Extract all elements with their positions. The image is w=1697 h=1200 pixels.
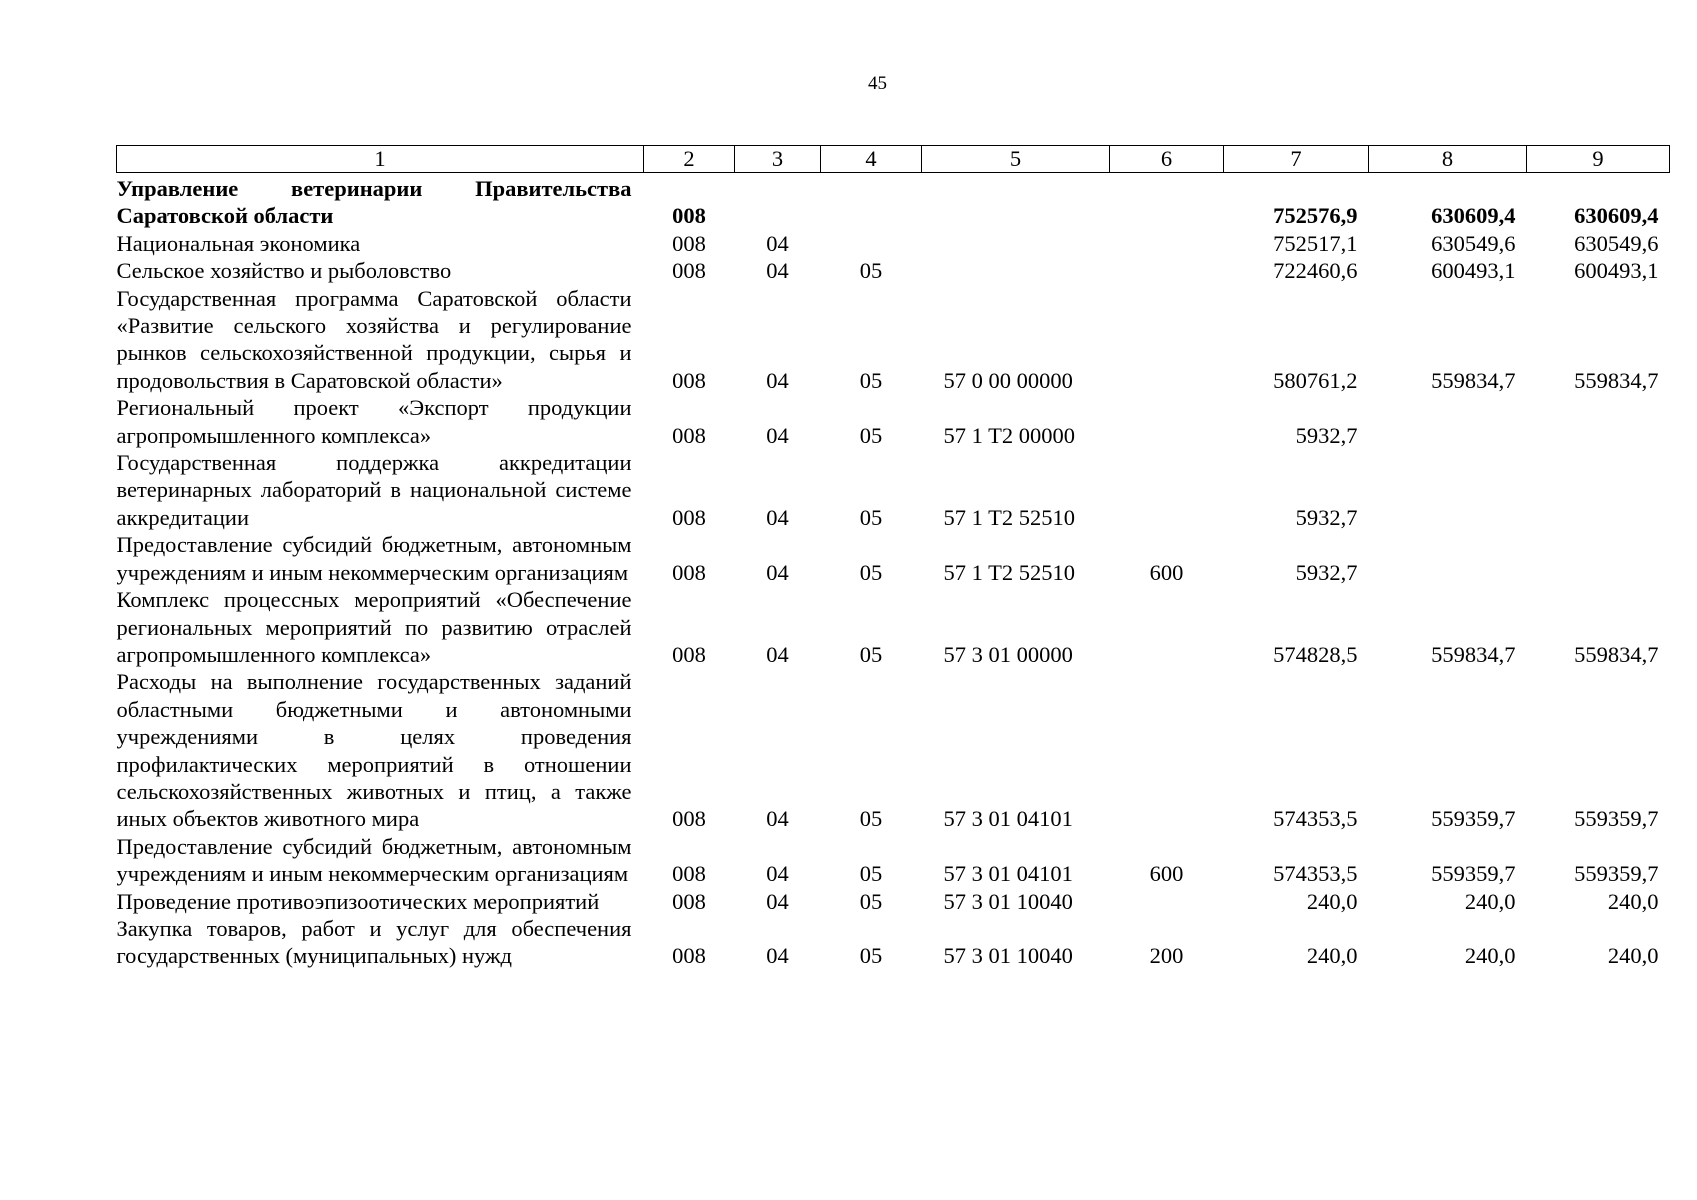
section-code-cell [735,173,821,230]
amount-col7-cell: 722460,6 [1273,258,1358,284]
ministry-code-cell: 008 [672,559,706,585]
amount-col8-cell: 630549,6 [1431,230,1516,256]
subsection-code-cell: 05 [859,504,883,530]
subsection-code-cell: 05 [859,943,883,969]
amount-col8-cell: 559834,7 [1431,641,1516,667]
section-code-cell: 04 [766,888,789,914]
subsection-code-cell: 05 [859,806,883,832]
target-article-cell: 57 0 00 00000 [943,367,1073,393]
section-code-cell: 04 [766,504,789,530]
header-cell-9: 9 [1527,146,1670,173]
target-article-cell: 57 3 01 04101 [943,861,1073,887]
amount-col9-cell: 559834,7 [1574,641,1659,667]
amount-col7-cell: 5932,7 [1295,504,1358,530]
table-row [117,394,1670,449]
subsection-code-cell: 05 [859,861,883,887]
amount-col8-cell: 600493,1 [1431,258,1516,284]
row-name-cell: Расходы на выполнение государственных заданий областными бюджетными и автономными учреждениями в целях проведения профилактических мероприятий в отношении сельскохозяйственных животных и птиц, а также иных объектов животного мира [116,669,632,832]
target-article-cell [922,173,1110,230]
section-code-cell: 04 [766,422,789,448]
table-row [117,285,1670,395]
header-cell-8: 8 [1369,146,1527,173]
subsection-code-cell: 05 [859,559,883,585]
row-name-cell: Проведение противоэпизоотических мероприятий [116,888,600,914]
amount-col9-cell [1527,531,1670,586]
section-code-cell: 04 [766,258,789,284]
ministry-code-cell: 008 [672,203,706,229]
header-cell-2: 2 [644,146,735,173]
amount-col9-cell [1527,449,1670,531]
header-cell-6: 6 [1110,146,1224,173]
header-row [117,146,1670,173]
ministry-code-cell: 008 [672,943,706,969]
expense-type-cell [1110,257,1224,284]
amount-col9-cell: 600493,1 [1574,258,1659,284]
target-article-cell: 57 3 01 10040 [943,943,1073,969]
header-cell-3: 3 [735,146,821,173]
section-code-cell: 04 [766,806,789,832]
amount-col9-cell: 240,0 [1607,943,1659,969]
target-article-cell: 57 1 T2 52510 [943,559,1075,585]
amount-col8-cell: 630609,4 [1431,203,1516,229]
table-row [117,449,1670,531]
amount-col8-cell [1369,449,1527,531]
target-article-cell [922,230,1110,257]
expense-type-cell [1110,173,1224,230]
row-name-cell: Закупка товаров, работ и услуг для обеспечения государственных (муниципальных) нужд [116,915,632,969]
amount-col7-cell: 574828,5 [1273,641,1358,667]
amount-col8-cell: 240,0 [1464,888,1516,914]
table-row [117,915,1670,970]
amount-col8-cell [1369,531,1527,586]
subsection-code-cell: 05 [859,258,883,284]
row-name-cell: Государственная программа Саратовской области «Развитие сельского хозяйства и регулирование рынков сельскохозяйственной продукции, сырья и продовольствия в Саратовской области» [116,285,632,393]
subsection-code-cell [821,230,922,257]
amount-col7-cell: 752517,1 [1273,230,1358,256]
table-row [117,833,1670,888]
table-row [117,888,1670,915]
table-body [117,173,1670,970]
subsection-code-cell: 05 [859,641,883,667]
expense-type-cell [1110,230,1224,257]
expense-type-cell [1110,586,1224,668]
amount-col9-cell: 240,0 [1607,888,1659,914]
expense-type-cell: 600 [1149,559,1184,585]
table-row [117,257,1670,284]
target-article-cell: 57 3 01 10040 [943,888,1073,914]
amount-col9-cell: 559359,7 [1574,861,1659,887]
amount-col9-cell: 559359,7 [1574,806,1659,832]
ministry-code-cell: 008 [672,806,706,832]
table-row [117,230,1670,257]
amount-col7-cell: 580761,2 [1273,367,1358,393]
amount-col9-cell: 559834,7 [1574,367,1659,393]
row-name-cell: Национальная экономика [116,230,361,256]
ministry-code-cell: 008 [672,230,706,256]
expense-type-cell [1110,888,1224,915]
amount-col8-cell: 559834,7 [1431,367,1516,393]
amount-col7-cell: 574353,5 [1273,861,1358,887]
subsection-code-cell: 05 [859,422,883,448]
row-name-cell: Предоставление субсидий бюджетным, автономным учреждениям и иным некоммерческим организациям [116,833,632,887]
expense-type-cell: 600 [1149,861,1184,887]
ministry-code-cell: 008 [672,861,706,887]
target-article-cell [922,257,1110,284]
amount-col8-cell: 559359,7 [1431,861,1516,887]
expense-type-cell [1110,394,1224,449]
amount-col7-cell: 240,0 [1306,888,1358,914]
table-header [117,146,1670,173]
amount-col8-cell: 559359,7 [1431,806,1516,832]
expense-type-cell: 200 [1149,943,1184,969]
target-article-cell: 57 3 01 00000 [943,641,1073,667]
table-row [117,173,1670,230]
row-name-cell: Комплекс процессных мероприятий «Обеспечение региональных мероприятий по развитию отраслей агропромышленного комплекса» [116,587,632,667]
ministry-code-cell: 008 [672,888,706,914]
amount-col7-cell: 752576,9 [1273,203,1358,229]
section-code-cell: 04 [766,641,789,667]
target-article-cell: 57 1 T2 00000 [943,422,1075,448]
budget-table [116,145,1670,970]
header-cell-4: 4 [821,146,922,173]
amount-col7-cell: 240,0 [1306,943,1358,969]
ministry-code-cell: 008 [672,641,706,667]
header-cell-1: 1 [117,146,644,173]
subsection-code-cell: 05 [859,367,883,393]
page-number: 45 [868,73,887,94]
table-row [117,668,1670,832]
amount-col9-cell [1527,394,1670,449]
amount-col7-cell: 5932,7 [1295,422,1358,448]
header-cell-5: 5 [922,146,1110,173]
row-name-cell: Региональный проект «Экспорт продукции агропромышленного комплекса» [116,395,632,448]
expense-type-cell [1110,285,1224,395]
amount-col7-cell: 5932,7 [1295,559,1358,585]
table-row [117,586,1670,668]
row-name-cell: Государственная поддержка аккредитации ветеринарных лабораторий в национальной системе аккредитации [116,450,632,530]
amount-col9-cell: 630549,6 [1574,230,1659,256]
row-name-cell: Управление ветеринарии Правительства Саратовской области [116,176,632,229]
row-name-cell: Сельское хозяйство и рыболовство [116,258,452,284]
amount-col8-cell: 240,0 [1464,943,1516,969]
row-name-cell: Предоставление субсидий бюджетным, автономным учреждениям и иным некоммерческим организациям [116,532,632,585]
amount-col9-cell: 630609,4 [1574,203,1659,229]
subsection-code-cell: 05 [859,888,883,914]
table-row [117,531,1670,586]
ministry-code-cell: 008 [672,258,706,284]
expense-type-cell [1110,668,1224,832]
header-cell-7: 7 [1224,146,1369,173]
section-code-cell: 04 [766,861,789,887]
amount-col7-cell: 574353,5 [1273,806,1358,832]
section-code-cell: 04 [766,559,789,585]
section-code-cell: 04 [766,230,789,256]
target-article-cell: 57 1 T2 52510 [943,504,1075,530]
expense-type-cell [1110,449,1224,531]
section-code-cell: 04 [766,367,789,393]
section-code-cell: 04 [766,943,789,969]
ministry-code-cell: 008 [672,504,706,530]
amount-col8-cell [1369,394,1527,449]
ministry-code-cell: 008 [672,367,706,393]
subsection-code-cell [821,173,922,230]
target-article-cell: 57 3 01 04101 [943,806,1073,832]
ministry-code-cell: 008 [672,422,706,448]
